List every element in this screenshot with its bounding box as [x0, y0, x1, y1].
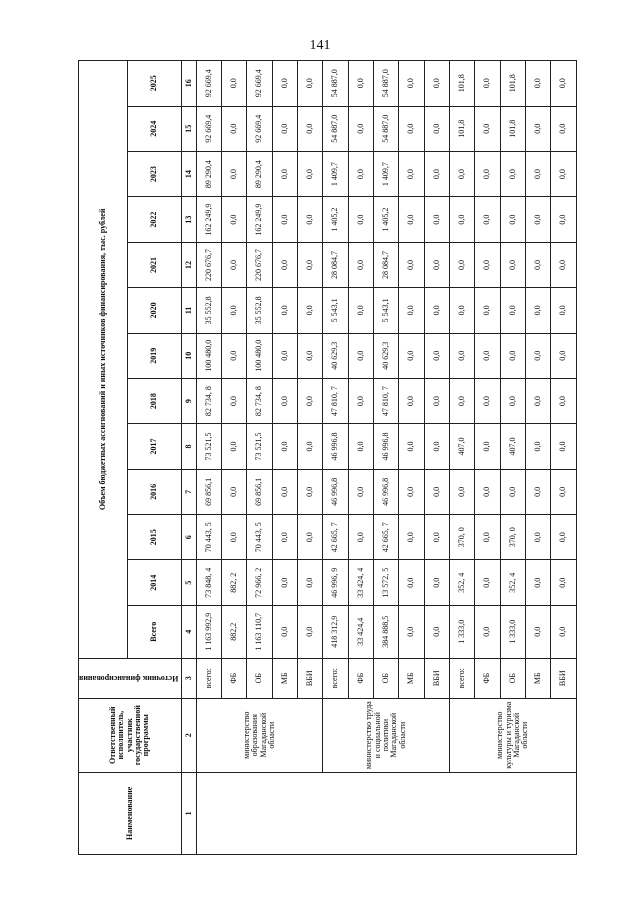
value-cell: 370, 0	[450, 515, 475, 560]
value-cell: 0,0	[348, 151, 373, 196]
value-cell: 407,0	[450, 424, 475, 469]
value-cell: 0,0	[450, 288, 475, 333]
value-cell: 0,0	[526, 106, 551, 151]
value-cell: 0,0	[475, 151, 500, 196]
value-cell: 100 480,0	[247, 333, 272, 378]
value-cell: 0,0	[399, 151, 424, 196]
value-cell: 352, 4	[450, 560, 475, 605]
value-cell: 101,8	[450, 61, 475, 107]
value-cell: 0,0	[222, 242, 247, 287]
value-cell: 0,0	[222, 106, 247, 151]
value-cell: 0,0	[475, 560, 500, 605]
column-index-5: 5	[181, 560, 196, 605]
value-cell: 1 405,2	[374, 197, 399, 242]
value-cell: 0,0	[475, 605, 500, 658]
value-cell: 0,0	[272, 469, 297, 514]
value-cell: 0,0	[298, 469, 323, 514]
value-cell: 1 163 992,9	[196, 605, 221, 658]
value-cell: 220 676,7	[196, 242, 221, 287]
value-cell: 70 443, 5	[196, 515, 221, 560]
value-cell: 384 888,5	[374, 605, 399, 658]
source-cell: МБ	[399, 658, 424, 698]
value-cell: 0,0	[348, 424, 373, 469]
value-cell: 0,0	[348, 333, 373, 378]
value-cell: 42 665, 7	[374, 515, 399, 560]
value-cell: 0,0	[272, 61, 297, 107]
value-cell: 162 249,9	[247, 197, 272, 242]
value-cell: 1 409,7	[374, 151, 399, 196]
column-index-8: 8	[181, 424, 196, 469]
value-cell: 0,0	[399, 333, 424, 378]
value-cell: 0,0	[399, 242, 424, 287]
value-cell: 82 734, 8	[196, 378, 221, 423]
value-cell: 101,8	[500, 106, 525, 151]
value-cell: 0,0	[348, 515, 373, 560]
value-cell: 72 966, 2	[247, 560, 272, 605]
value-cell: 1 163 110,7	[247, 605, 272, 658]
value-cell: 0,0	[500, 469, 525, 514]
value-cell: 0,0	[272, 288, 297, 333]
value-cell: 0,0	[500, 378, 525, 423]
value-cell: 46 996,8	[374, 424, 399, 469]
value-cell: 42 665, 7	[323, 515, 348, 560]
value-cell: 0,0	[424, 151, 449, 196]
value-cell: 0,0	[551, 242, 576, 287]
value-cell: 0,0	[424, 61, 449, 107]
value-cell: 1 409,7	[323, 151, 348, 196]
year-header-5: 2018	[127, 378, 181, 423]
year-header-0: Всего	[127, 605, 181, 658]
value-cell: 0,0	[526, 424, 551, 469]
year-header-11: 2024	[127, 106, 181, 151]
value-cell: 33 424,4	[348, 605, 373, 658]
value-cell: 0,0	[298, 333, 323, 378]
header-executor: Ответственный исполнитель, участник государственной программы	[79, 698, 182, 772]
value-cell: 407,0	[500, 424, 525, 469]
value-cell: 0,0	[298, 151, 323, 196]
value-cell: 0,0	[348, 378, 373, 423]
value-cell: 0,0	[399, 61, 424, 107]
value-cell: 0,0	[450, 197, 475, 242]
value-cell: 0,0	[272, 515, 297, 560]
table-row	[323, 61, 348, 855]
value-cell: 0,0	[475, 288, 500, 333]
value-cell: 0,0	[551, 560, 576, 605]
value-cell: 0,0	[424, 106, 449, 151]
value-cell: 0,0	[272, 424, 297, 469]
column-index-13: 13	[181, 197, 196, 242]
value-cell: 0,0	[222, 61, 247, 107]
source-cell: МБ	[526, 658, 551, 698]
value-cell: 0,0	[551, 106, 576, 151]
value-cell: 0,0	[526, 151, 551, 196]
column-index-2: 2	[181, 698, 196, 772]
value-cell: 0,0	[526, 560, 551, 605]
value-cell: 54 887,0	[323, 61, 348, 107]
value-cell: 1 405,2	[323, 197, 348, 242]
value-cell: 0,0	[551, 197, 576, 242]
value-cell: 100 480,0	[196, 333, 221, 378]
source-cell: всего:	[450, 658, 475, 698]
value-cell: 0,0	[551, 605, 576, 658]
value-cell: 162 249,9	[196, 197, 221, 242]
table-row	[450, 61, 475, 855]
column-index-14: 14	[181, 151, 196, 196]
value-cell: 0,0	[551, 333, 576, 378]
value-cell: 0,0	[348, 469, 373, 514]
value-cell: 0,0	[424, 333, 449, 378]
value-cell: 73 521,5	[247, 424, 272, 469]
column-index-15: 15	[181, 106, 196, 151]
value-cell: 0,0	[500, 151, 525, 196]
value-cell: 0,0	[399, 424, 424, 469]
value-cell: 70 443, 5	[247, 515, 272, 560]
rotated-table-container	[78, 60, 568, 855]
value-cell: 0,0	[500, 288, 525, 333]
value-cell: 0,0	[551, 288, 576, 333]
column-index-4: 4	[181, 605, 196, 658]
table-row	[196, 61, 221, 855]
value-cell: 0,0	[475, 242, 500, 287]
source-cell: ВБИ	[424, 658, 449, 698]
value-cell: 0,0	[551, 151, 576, 196]
year-header-12: 2025	[127, 61, 181, 107]
value-cell: 0,0	[348, 288, 373, 333]
header-source-text: Источник финансирования	[79, 674, 179, 684]
source-cell: ФБ	[222, 658, 247, 698]
value-cell: 0,0	[526, 61, 551, 107]
column-index-10: 10	[181, 333, 196, 378]
value-cell: 0,0	[399, 106, 424, 151]
value-cell: 0,0	[475, 106, 500, 151]
column-index-12: 12	[181, 242, 196, 287]
value-cell: 47 810, 7	[323, 378, 348, 423]
value-cell: 89 290,4	[196, 151, 221, 196]
value-cell: 54 887,0	[374, 106, 399, 151]
value-cell: 47 810, 7	[374, 378, 399, 423]
value-cell: 0,0	[298, 605, 323, 658]
value-cell: 0,0	[272, 151, 297, 196]
value-cell: 92 669,4	[196, 61, 221, 107]
value-cell: 0,0	[272, 560, 297, 605]
value-cell: 0,0	[551, 61, 576, 107]
value-cell: 0,0	[399, 378, 424, 423]
value-cell: 0,0	[348, 242, 373, 287]
value-cell: 0,0	[450, 333, 475, 378]
value-cell: 0,0	[526, 378, 551, 423]
value-cell: 0,0	[272, 333, 297, 378]
executor-cell: министерство образования Магаданской области	[196, 698, 323, 772]
value-cell: 0,0	[298, 242, 323, 287]
source-cell: ОБ	[374, 658, 399, 698]
value-cell: 0,0	[551, 378, 576, 423]
column-index-7: 7	[181, 469, 196, 514]
value-cell: 28 084,7	[374, 242, 399, 287]
value-cell: 0,0	[272, 242, 297, 287]
year-header-2: 2015	[127, 515, 181, 560]
value-cell: 73 848, 4	[196, 560, 221, 605]
value-cell: 92 669,4	[247, 61, 272, 107]
value-cell: 73 521,5	[196, 424, 221, 469]
table-viewport	[78, 60, 568, 855]
value-cell: 0,0	[348, 197, 373, 242]
value-cell: 0,0	[526, 242, 551, 287]
value-cell: 0,0	[272, 378, 297, 423]
page-number: 141	[309, 38, 331, 53]
column-index-16: 16	[181, 61, 196, 107]
year-header-6: 2019	[127, 333, 181, 378]
source-cell: ОБ	[500, 658, 525, 698]
value-cell: 0,0	[298, 378, 323, 423]
value-cell: 0,0	[424, 424, 449, 469]
value-cell: 0,0	[475, 469, 500, 514]
year-header-4: 2017	[127, 424, 181, 469]
value-cell: 40 629,3	[374, 333, 399, 378]
value-cell: 40 629,3	[323, 333, 348, 378]
value-cell: 0,0	[526, 333, 551, 378]
value-cell: 1 333,0	[500, 605, 525, 658]
value-cell: 882,2	[222, 605, 247, 658]
source-cell: ОБ	[247, 658, 272, 698]
value-cell: 0,0	[348, 106, 373, 151]
value-cell: 0,0	[272, 197, 297, 242]
source-cell: ВБИ	[551, 658, 576, 698]
value-cell: 101,8	[500, 61, 525, 107]
value-cell: 0,0	[475, 378, 500, 423]
year-header-10: 2023	[127, 151, 181, 196]
value-cell: 0,0	[348, 61, 373, 107]
value-cell: 54 887,0	[323, 106, 348, 151]
value-cell: 46 996, 9	[323, 560, 348, 605]
value-cell: 0,0	[526, 515, 551, 560]
value-cell: 0,0	[475, 333, 500, 378]
value-cell: 0,0	[399, 197, 424, 242]
value-cell: 54 887,0	[374, 61, 399, 107]
column-index-3: 3	[181, 658, 196, 698]
value-cell: 0,0	[222, 288, 247, 333]
column-index-row	[181, 61, 196, 855]
value-cell: 0,0	[475, 197, 500, 242]
year-header-7: 2020	[127, 288, 181, 333]
value-cell: 0,0	[475, 424, 500, 469]
header-name: Наименование	[79, 772, 182, 854]
value-cell: 0,0	[424, 560, 449, 605]
value-cell: 0,0	[450, 378, 475, 423]
value-cell: 0,0	[424, 288, 449, 333]
value-cell: 89 290,4	[247, 151, 272, 196]
value-cell: 0,0	[298, 424, 323, 469]
value-cell: 0,0	[526, 469, 551, 514]
value-cell: 35 552,8	[247, 288, 272, 333]
value-cell: 0,0	[298, 197, 323, 242]
value-cell: 0,0	[526, 197, 551, 242]
value-cell: 35 552,8	[196, 288, 221, 333]
value-cell: 418 312,9	[323, 605, 348, 658]
value-cell: 101,8	[450, 106, 475, 151]
year-header-8: 2021	[127, 242, 181, 287]
value-cell: 0,0	[424, 605, 449, 658]
value-cell: 0,0	[298, 61, 323, 107]
name-cell	[196, 772, 576, 854]
value-cell: 352, 4	[500, 560, 525, 605]
value-cell: 370, 0	[500, 515, 525, 560]
value-cell: 0,0	[222, 378, 247, 423]
column-index-6: 6	[181, 515, 196, 560]
value-cell: 0,0	[424, 469, 449, 514]
value-cell: 0,0	[298, 106, 323, 151]
value-cell: 33 424, 4	[348, 560, 373, 605]
value-cell: 0,0	[222, 515, 247, 560]
value-cell: 0,0	[551, 515, 576, 560]
value-cell: 0,0	[399, 469, 424, 514]
value-cell: 0,0	[298, 288, 323, 333]
column-index-1: 1	[181, 772, 196, 854]
value-cell: 0,0	[551, 424, 576, 469]
value-cell: 0,0	[500, 197, 525, 242]
value-cell: 69 856,1	[196, 469, 221, 514]
year-header-1: 2014	[127, 560, 181, 605]
value-cell: 0,0	[272, 605, 297, 658]
value-cell: 0,0	[450, 469, 475, 514]
value-cell: 69 856,1	[247, 469, 272, 514]
value-cell: 0,0	[475, 61, 500, 107]
value-cell: 882, 2	[222, 560, 247, 605]
value-cell: 0,0	[399, 515, 424, 560]
value-cell: 1 333,0	[450, 605, 475, 658]
header-volume: Объем бюджетных ассигнований и иных источников финансирования, тыс. рублей	[79, 61, 128, 659]
value-cell: 0,0	[222, 424, 247, 469]
source-cell: ВБИ	[298, 658, 323, 698]
value-cell: 0,0	[424, 378, 449, 423]
value-cell: 13 572, 5	[374, 560, 399, 605]
value-cell: 0,0	[551, 469, 576, 514]
value-cell: 0,0	[222, 197, 247, 242]
value-cell: 46 996,8	[323, 424, 348, 469]
source-cell: МБ	[272, 658, 297, 698]
value-cell: 0,0	[526, 288, 551, 333]
executor-cell: министерство культуры и туризма Магаданской области	[450, 698, 577, 772]
value-cell: 92 669,4	[196, 106, 221, 151]
value-cell: 5 543,1	[374, 288, 399, 333]
value-cell: 0,0	[298, 515, 323, 560]
year-header-3: 2016	[127, 469, 181, 514]
value-cell: 0,0	[298, 560, 323, 605]
value-cell: 0,0	[424, 515, 449, 560]
value-cell: 0,0	[500, 333, 525, 378]
financing-table	[78, 60, 577, 855]
value-cell: 220 676,7	[247, 242, 272, 287]
value-cell: 0,0	[399, 288, 424, 333]
executor-cell: министерство труда и социальной политики Магаданской области	[323, 698, 450, 772]
value-cell: 28 084,7	[323, 242, 348, 287]
value-cell: 46 996,8	[323, 469, 348, 514]
year-header-9: 2022	[127, 197, 181, 242]
column-index-11: 11	[181, 288, 196, 333]
value-cell: 0,0	[475, 515, 500, 560]
value-cell: 0,0	[526, 605, 551, 658]
source-cell: всего:	[196, 658, 221, 698]
value-cell: 0,0	[222, 469, 247, 514]
column-index-9: 9	[181, 378, 196, 423]
value-cell: 82 734, 8	[247, 378, 272, 423]
value-cell: 0,0	[222, 151, 247, 196]
value-cell: 0,0	[399, 560, 424, 605]
source-cell: ФБ	[348, 658, 373, 698]
value-cell: 0,0	[272, 106, 297, 151]
value-cell: 0,0	[399, 605, 424, 658]
value-cell: 5 543,1	[323, 288, 348, 333]
value-cell: 0,0	[424, 197, 449, 242]
value-cell: 0,0	[424, 242, 449, 287]
value-cell: 0,0	[222, 333, 247, 378]
value-cell: 0,0	[450, 242, 475, 287]
source-cell: ФБ	[475, 658, 500, 698]
value-cell: 46 996,8	[374, 469, 399, 514]
value-cell: 0,0	[450, 151, 475, 196]
value-cell: 92 669,4	[247, 106, 272, 151]
table-body	[196, 61, 576, 855]
source-cell: всего:	[323, 658, 348, 698]
value-cell: 0,0	[500, 242, 525, 287]
header-source	[79, 658, 182, 698]
